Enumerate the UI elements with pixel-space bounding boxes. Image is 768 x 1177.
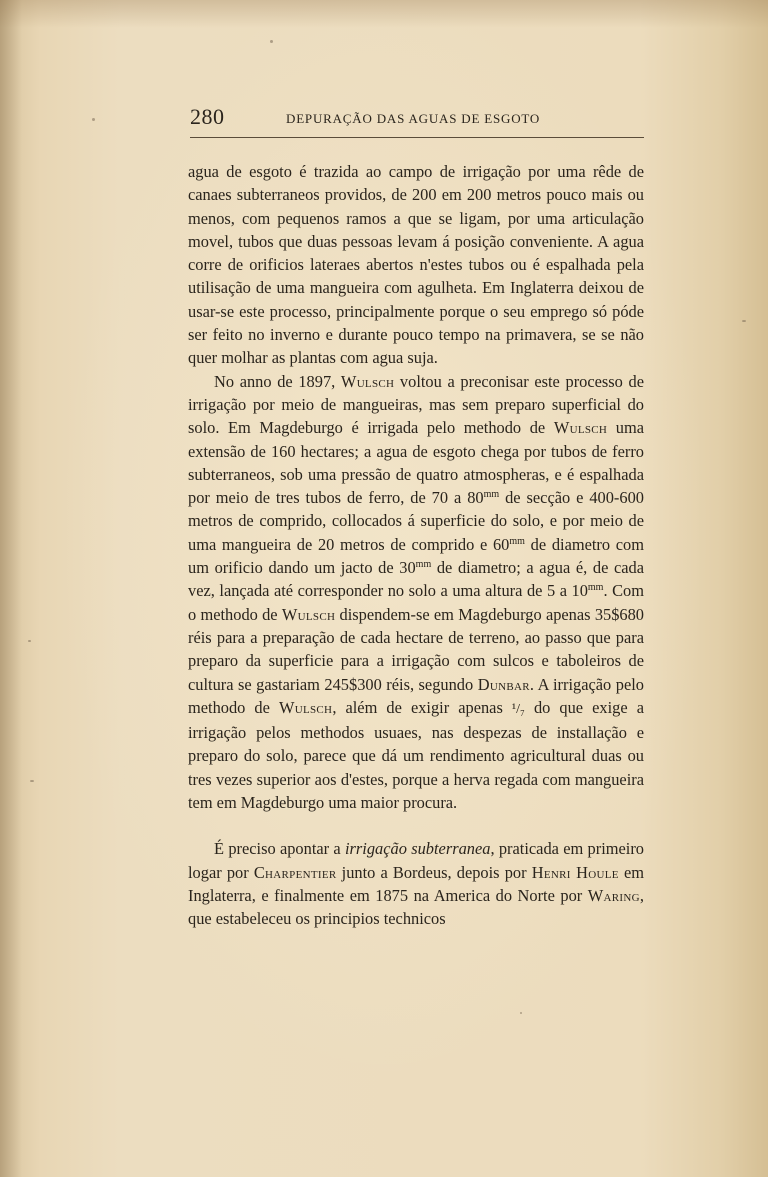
author-name: Dunbar — [477, 674, 530, 694]
text-run: junto a Bordeus, depois por — [336, 862, 532, 882]
author-name: Charpentier — [253, 862, 337, 882]
page-left-shadow — [0, 0, 22, 1177]
text-run: , além de exigir apenas — [332, 697, 512, 717]
paragraph-1: agua de esgoto é trazida ao campo de irrigação por uma rêde de canaes subterraneos providos, de 200 em 200 metros pouco mais ou menos, com pequenos ramos a que se ligam, por uma articulação movel, tubos que duas pessoas levam á posição conveniente. A agua corre de orificios lateraes abertos n'estes tubos ou é espalhada pela utilisação de uma mangueira com agulheta. Em Inglaterra deixou de usar-se este processo, principalmente porque o seu emprego só póde ser feito no inverno e durante pouco tempo na primavera, se se não quer molhar as plantas com agua suja. — [188, 162, 644, 368]
unit-superscript: mm — [509, 535, 525, 547]
page-top-shadow — [0, 0, 768, 28]
author-name: Waring — [587, 885, 640, 905]
unit-superscript: mm — [415, 559, 432, 571]
text-run: . Com o methodo de — [188, 581, 644, 624]
fraction: ¹/₇ — [511, 701, 525, 717]
paper-speck — [520, 1012, 522, 1014]
header-rule — [190, 137, 644, 138]
text-run: de diametro com um orificio dando um jacto de 30 — [188, 534, 644, 578]
text-run: , praticada em primeiro logar por — [188, 839, 644, 882]
author-name: Wulsch — [278, 697, 333, 717]
author-name: Wulsch — [281, 604, 336, 624]
text-run: É preciso apontar a — [214, 839, 345, 859]
text-run: No anno de 1897, — [214, 371, 341, 391]
text-run: dispendem-se em Magdeburgo apenas 35$680 réis para a preparação de cada hectare de terreno, ao passo que para preparo da superficie para a irrigação com sulcos e taboleiros de cultura se gastariam 245$300 réis, segundo — [188, 604, 644, 694]
unit-superscript: mm — [587, 582, 604, 594]
paper-speck — [30, 780, 34, 782]
paper-speck — [270, 40, 273, 43]
paper-speck — [92, 118, 95, 121]
text-run: , que estabeleceu os principios technicos — [188, 885, 644, 929]
text-run: voltou a preconisar este processo de irrigação por meio de mangueiras, mas sem preparo superficial do solo. Em Magdeburgo é irrigada pelo methodo de — [188, 371, 644, 438]
emphasis-term: irrigação subterranea — [345, 839, 491, 859]
paragraph-3 — [188, 837, 644, 930]
text-run: de secção e 400-600 metros de comprido, collocados á superficie do solo, e por meio de uma mangueira de 20 metros de comprido e 60 — [188, 488, 644, 554]
running-head: DEPURAÇÃO DAS AGUAS DE ESGOTO — [286, 111, 541, 126]
paper-speck — [742, 320, 746, 322]
body-text — [188, 160, 644, 931]
author-name: Henri Houle — [531, 862, 619, 882]
text-run: uma extensão de 160 hectares; a agua de esgoto chega por tubos de ferro subterraneos, sob uma pressão de quatro atmospheras, e é espalhada por meio de tres tubos de ferro, de 70 a 80 — [188, 418, 644, 508]
page-number: 280 — [190, 104, 225, 129]
text-run: em Inglaterra, e finalmente em 1875 na America do Norte por — [188, 862, 644, 905]
paragraph-2 — [188, 370, 644, 815]
author-name: Wulsch — [553, 418, 608, 438]
page-header — [190, 104, 644, 134]
unit-superscript: mm — [483, 489, 500, 501]
text-run: . A irrigação pelo methodo de — [188, 674, 644, 717]
author-name: Wulsch — [340, 371, 395, 391]
paper-speck — [28, 640, 31, 642]
text-run: do que exige a irrigação pelos methodos usuaes, nas despezas de installação e preparo do solo, parece que dá um rendimento agricultural duas ou tres vezes superior aos d'estes, porque a herva regada com mangueira tem em Magdeburgo uma maior procura. — [188, 697, 644, 813]
text-run: de diametro; a agua é, de cada vez, lançada até corresponder no solo a uma altura de 5 a 10 — [188, 558, 644, 601]
